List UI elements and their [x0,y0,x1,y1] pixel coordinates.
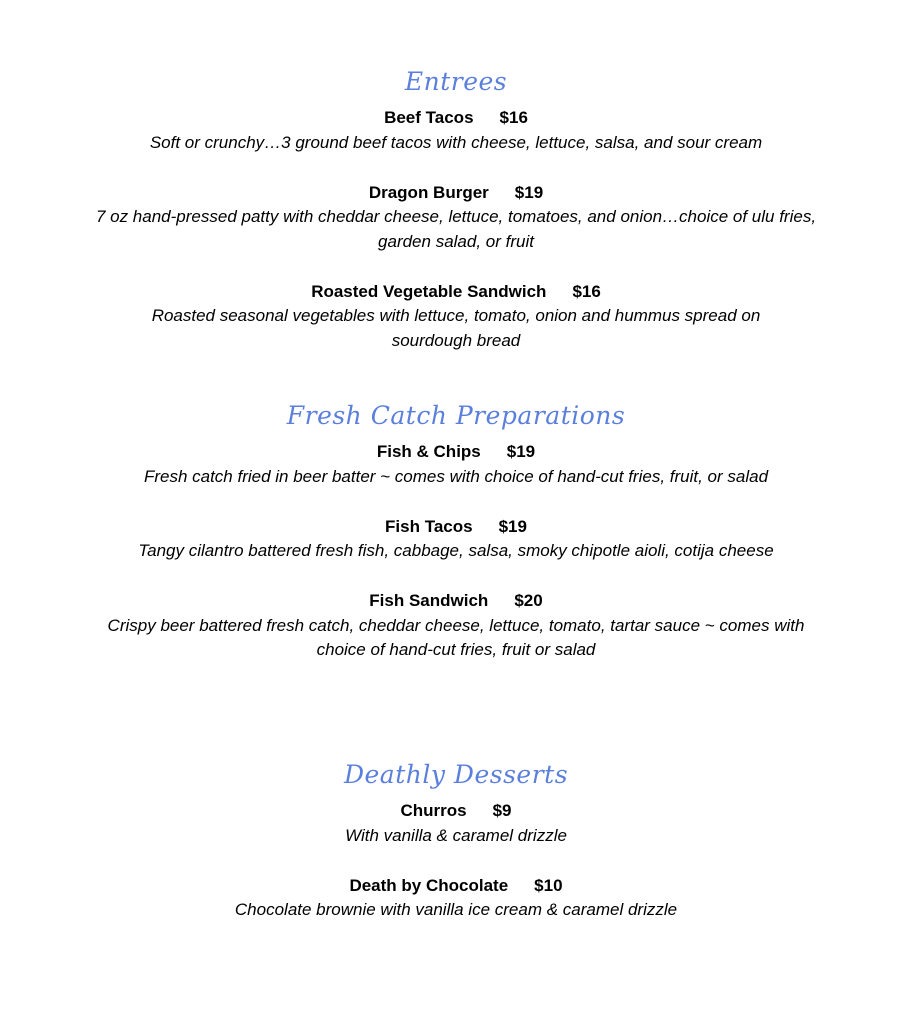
menu-item [86,589,826,663]
item-price: $16 [499,108,528,127]
section-heading: Entrees [404,67,508,96]
item-price: $19 [514,182,544,202]
item-name: Beef Tacos [384,108,474,127]
section-entrees [86,62,826,379]
menu-item [86,799,826,848]
item-name: Death by Chocolate [349,875,509,895]
item-name: Roasted Vegetable Sandwich [311,281,547,301]
item-price: $10 [534,875,563,895]
menu-item [86,106,826,155]
item-price: $16 [572,281,601,301]
item-description: Tangy cilantro battered fresh fish, cabbage, salsa, smoky chipotle aioli, cotija cheese [138,541,774,560]
item-name: Churros [400,801,467,820]
item-description: Fresh catch fried in beer batter ~ comes with choice of hand-cut fries, fruit, or salad [143,466,769,486]
item-description: Roasted seasonal vegetables with lettuce, tomato, onion and hummus spread on sourdough bread [151,306,761,350]
item-price: $9 [492,801,512,820]
item-name: Fish & Chips [376,442,481,461]
item-description: Crispy beer battered fresh catch, cheddar cheese, lettuce, tomato, tartar sauce ~ comes with choice of hand-cut fries, fruit or salad [107,615,805,659]
item-price: $19 [498,516,527,536]
section-desserts [86,755,826,948]
item-name: Fish Sandwich [369,591,489,610]
item-name: Dragon Burger [368,182,489,202]
menu-item [86,440,826,489]
menu-item [86,515,826,564]
item-name: Fish Tacos [385,516,473,536]
section-heading: Fresh Catch Preparations [286,401,626,430]
menu-item [86,280,826,354]
menu-item [86,181,826,255]
item-description: Chocolate brownie with vanilla ice cream & caramel drizzle [234,900,678,919]
item-description: Soft or crunchy…3 ground beef tacos with cheese, lettuce, salsa, and sour cream [149,132,763,152]
item-description: With vanilla & caramel drizzle [345,825,567,845]
item-description: 7 oz hand-pressed patty with cheddar cheese, lettuce, tomatoes, and onion…choice of ulu fries, garden salad, or fruit [95,207,817,251]
menu-item [86,874,826,923]
section-fresh-catch [86,396,826,688]
item-price: $20 [514,591,543,610]
item-price: $19 [506,442,536,461]
section-heading: Deathly Desserts [343,760,569,789]
